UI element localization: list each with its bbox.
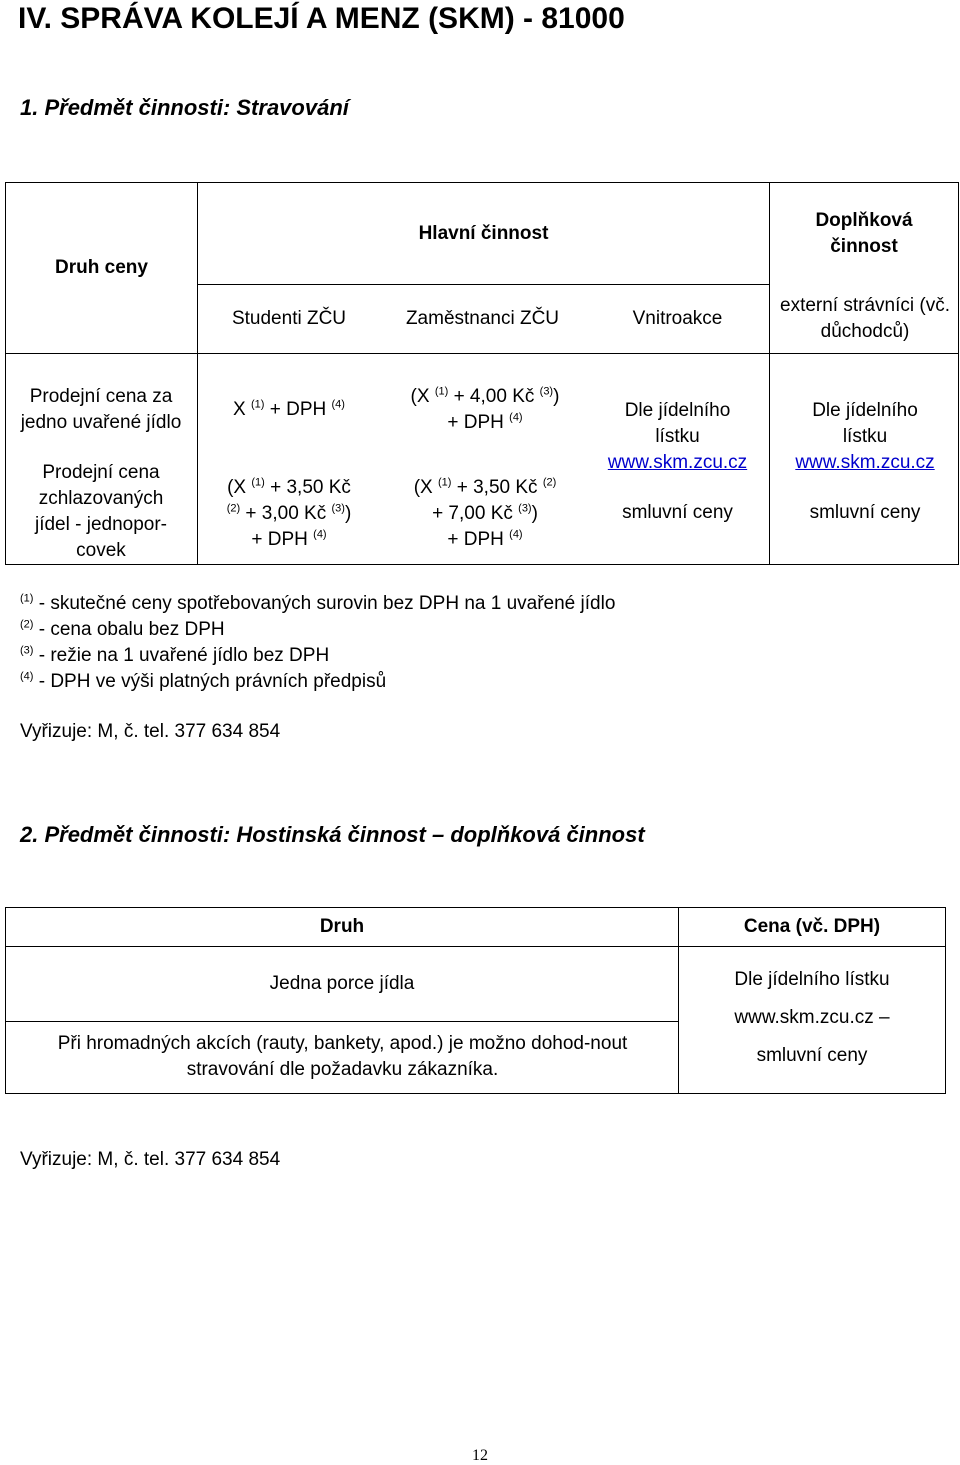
page-heading: IV. SPRÁVA KOLEJÍ A MENZ (SKM) - 81000 xyxy=(18,2,625,35)
table1-header-druh-ceny: Druh ceny xyxy=(55,257,148,278)
zamestnanci-formula1: (X $^{(1)}$ + 4,00 Kč $^{(3)}$) + DPH $^{(4)}$ xyxy=(410,385,560,433)
table2-row-akce: Při hromadných akcích (rauty, bankety, apod.) je možno dohod-nout stravování dle požadavku zákazníka. xyxy=(57,1033,628,1080)
section2-contact: Vyřizuje: M, č. tel. 377 634 854 xyxy=(20,1149,281,1170)
externi-link[interactable]: www.skm.zcu.cz xyxy=(795,452,935,473)
studenti-formula2: (X $^{(1)}$ + 3,50 Kč $^{(2)}$ + 3,00 Kč $^{(3)}$) + DPH $^{(4)}$ xyxy=(226,476,352,550)
vnitroakce-link[interactable]: www.skm.zcu.cz xyxy=(607,452,748,473)
table2-header-druh: Druh xyxy=(319,916,365,937)
vnitroakce-price xyxy=(590,397,765,477)
table2-row-porce: Jedna porce jídla xyxy=(269,973,415,994)
footnote-4: $^{(4)}$ - DPH ve výši platných právních předpisů xyxy=(20,670,387,692)
table2-cena: Dle jídelního lístku www.skm.zcu.cz – smluvní ceny xyxy=(734,969,890,1066)
externi-dle: Dle jídelního lístku xyxy=(812,400,918,447)
vnitroakce-dle: Dle jídelního lístku xyxy=(624,400,731,447)
footnote-1: $^{(1)}$ - skutečné ceny spotřebovaných surovin bez DPH na 1 uvařené jídlo xyxy=(20,592,616,614)
zamestnanci-formula2: (X $^{(1)}$ + 3,50 Kč $^{(2)}$ + 7,00 Kč $^{(3)}$) + DPH $^{(4)}$ xyxy=(413,476,557,550)
table2-header-cena: Cena (vč. DPH) xyxy=(743,916,881,937)
vnitroakce-smluvni: smluvní ceny xyxy=(622,502,733,523)
page-number: 12 xyxy=(472,1447,488,1464)
footnote-3: $^{(3)}$ - režie na 1 uvařené jídlo bez DPH xyxy=(20,644,330,666)
section1-contact: Vyřizuje: M, č. tel. 377 634 854 xyxy=(20,721,281,742)
col-studenti: Studenti ZČU xyxy=(231,308,347,329)
section1-title: 1. Předmět činnosti: Stravování xyxy=(20,95,349,120)
col-externi: externí strávníci (vč. důchodců) xyxy=(780,295,950,342)
col-vnitroakce: Vnitroakce xyxy=(632,308,723,329)
row2-label: Prodejní cena zchlazovaných jídel - jednopor-covek xyxy=(34,462,168,561)
section2-title: 2. Předmět činnosti: Hostinská činnost – doplňková činnost xyxy=(20,822,645,847)
footnote-2: $^{(2)}$ - cena obalu bez DPH xyxy=(20,618,225,640)
table1-header-doplnkova: Doplňková činnost xyxy=(815,209,913,257)
externi-smluvni: smluvní ceny xyxy=(809,502,921,523)
col-zamestnanci: Zaměstnanci ZČU xyxy=(405,308,560,329)
table1-header-hlavni: Hlavní činnost xyxy=(418,222,549,244)
row1-label: Prodejní cena za jedno uvařené jídlo xyxy=(20,386,182,433)
externi-price xyxy=(772,397,958,477)
studenti-formula1: X $^{(1)}$ + DPH $^{(4)}$ xyxy=(233,398,345,420)
